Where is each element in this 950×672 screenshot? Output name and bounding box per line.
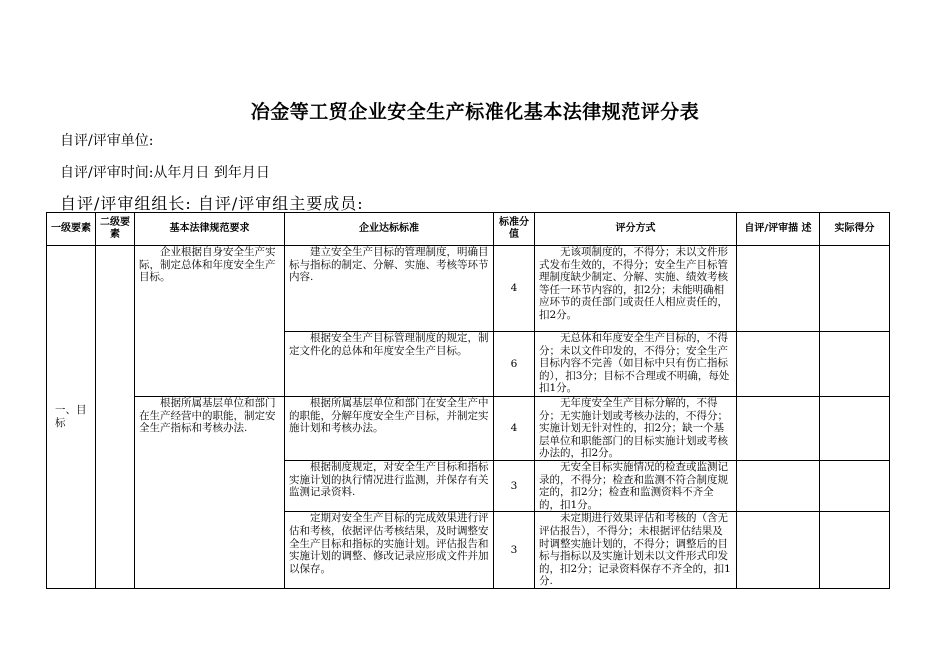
score-cell: 4 <box>494 246 535 332</box>
level1-element-cell: 一、目标 <box>47 246 96 589</box>
header-legal-requirement: 基本法律规范要求 <box>135 213 285 246</box>
table-row <box>47 246 890 332</box>
header-level2: 二级要素 <box>96 213 135 246</box>
score-cell: 3 <box>494 512 535 589</box>
level2-element-cell <box>96 246 135 589</box>
method-cell: 无总体和年度安全生产目标的，不得分；未以文件印发的，不得分；安全生产目标内容不完善（如目标中只有伤亡指标的），扣3分；目标不合理或不明确，每处扣1分。 <box>535 332 737 397</box>
table-header-row <box>47 213 890 246</box>
time-label: 自评/评审时间:从年月日 到年月日 <box>60 165 270 181</box>
actual-score-cell[interactable] <box>820 512 890 589</box>
header-review: 自评/评审描 述 <box>737 213 820 246</box>
header-standard: 企业达标标准 <box>285 213 494 246</box>
legal-requirement-cell: 根据所属基层单位和部门在生产经营中的职能，制定安全生产指标和考核办法. <box>135 397 285 589</box>
review-cell[interactable] <box>737 397 820 461</box>
review-cell[interactable] <box>737 460 820 511</box>
actual-score-cell[interactable] <box>820 246 890 332</box>
method-cell: 无安全目标实施情况的检查或监测记录的，不得分；检查和监测不符合制度规定的，扣2分；检查和监测资料不齐全的，扣1分。 <box>535 460 737 511</box>
review-cell[interactable] <box>737 512 820 589</box>
standard-cell: 定期对安全生产目标的完成效果进行评估和考核，依据评估考核结果，及时调整安全生产目标和指标的实施计划。评估报告和实施计划的调整、修改记录应形成文件并加以保存。 <box>285 512 494 589</box>
standard-cell: 根据制度规定，对安全生产目标和指标实施计划的执行情况进行监测，并保存有关监测记录资料. <box>285 460 494 511</box>
actual-score-cell[interactable] <box>820 397 890 461</box>
standard-cell: 建立安全生产目标的管理制度，明确目标与指标的制定、分解、实施、考核等环节内容. <box>285 246 494 332</box>
score-cell: 4 <box>494 397 535 461</box>
actual-score-cell[interactable] <box>820 332 890 397</box>
header-actual-score: 实际得分 <box>820 213 890 246</box>
group-label: 自评/评审组组长: 自评/评审组主要成员: <box>60 194 364 213</box>
score-cell: 3 <box>494 460 535 511</box>
review-cell[interactable] <box>737 332 820 397</box>
header-score: 标准分值 <box>494 213 535 246</box>
method-cell: 未定期进行效果评估和考核的（含无评估报告），不得分；未根据评估结果及时调整实施计划的，不得分；调整后的目标与指标以及实施计划未以文件形式印发的，扣2分；记录资料保存不齐全的，扣1分. <box>535 512 737 589</box>
standard-cell: 根据所属基层单位和部门在安全生产中的职能，分解年度安全生产目标，并制定实施计划和考核办法。 <box>285 397 494 461</box>
scoring-table <box>46 212 890 589</box>
legal-requirement-cell: 企业根据自身安全生产实际，制定总体和年度安全生产目标。 <box>135 246 285 397</box>
review-cell[interactable] <box>737 246 820 332</box>
method-cell: 无该项制度的，不得分；未以文件形式发布生效的，不得分；安全生产目标管理制度缺少制定、分解、实施、绩效考核等任一环节内容的，扣2分；未能明确相应环节的责任部门或责任人相应责任的，扣2分。 <box>535 246 737 332</box>
standard-cell: 根据安全生产目标管理制度的规定，制定文件化的总体和年度安全生产目标。 <box>285 332 494 397</box>
table-row <box>47 397 890 461</box>
actual-score-cell[interactable] <box>820 460 890 511</box>
method-cell: 无年度安全生产目标分解的，不得分；无实施计划或考核办法的，不得分；实施计划无针对性的，扣2分；缺一个基层单位和职能部门的目标实施计划或考核办法的，扣2分。 <box>535 397 737 461</box>
header-level1: 一级要素 <box>47 213 96 246</box>
unit-label: 自评/评审单位: <box>60 133 154 149</box>
document-title: 冶金等工贸企业安全生产标准化基本法律规范评分表 <box>250 101 700 123</box>
header-method: 评分方式 <box>535 213 737 246</box>
score-cell: 6 <box>494 332 535 397</box>
